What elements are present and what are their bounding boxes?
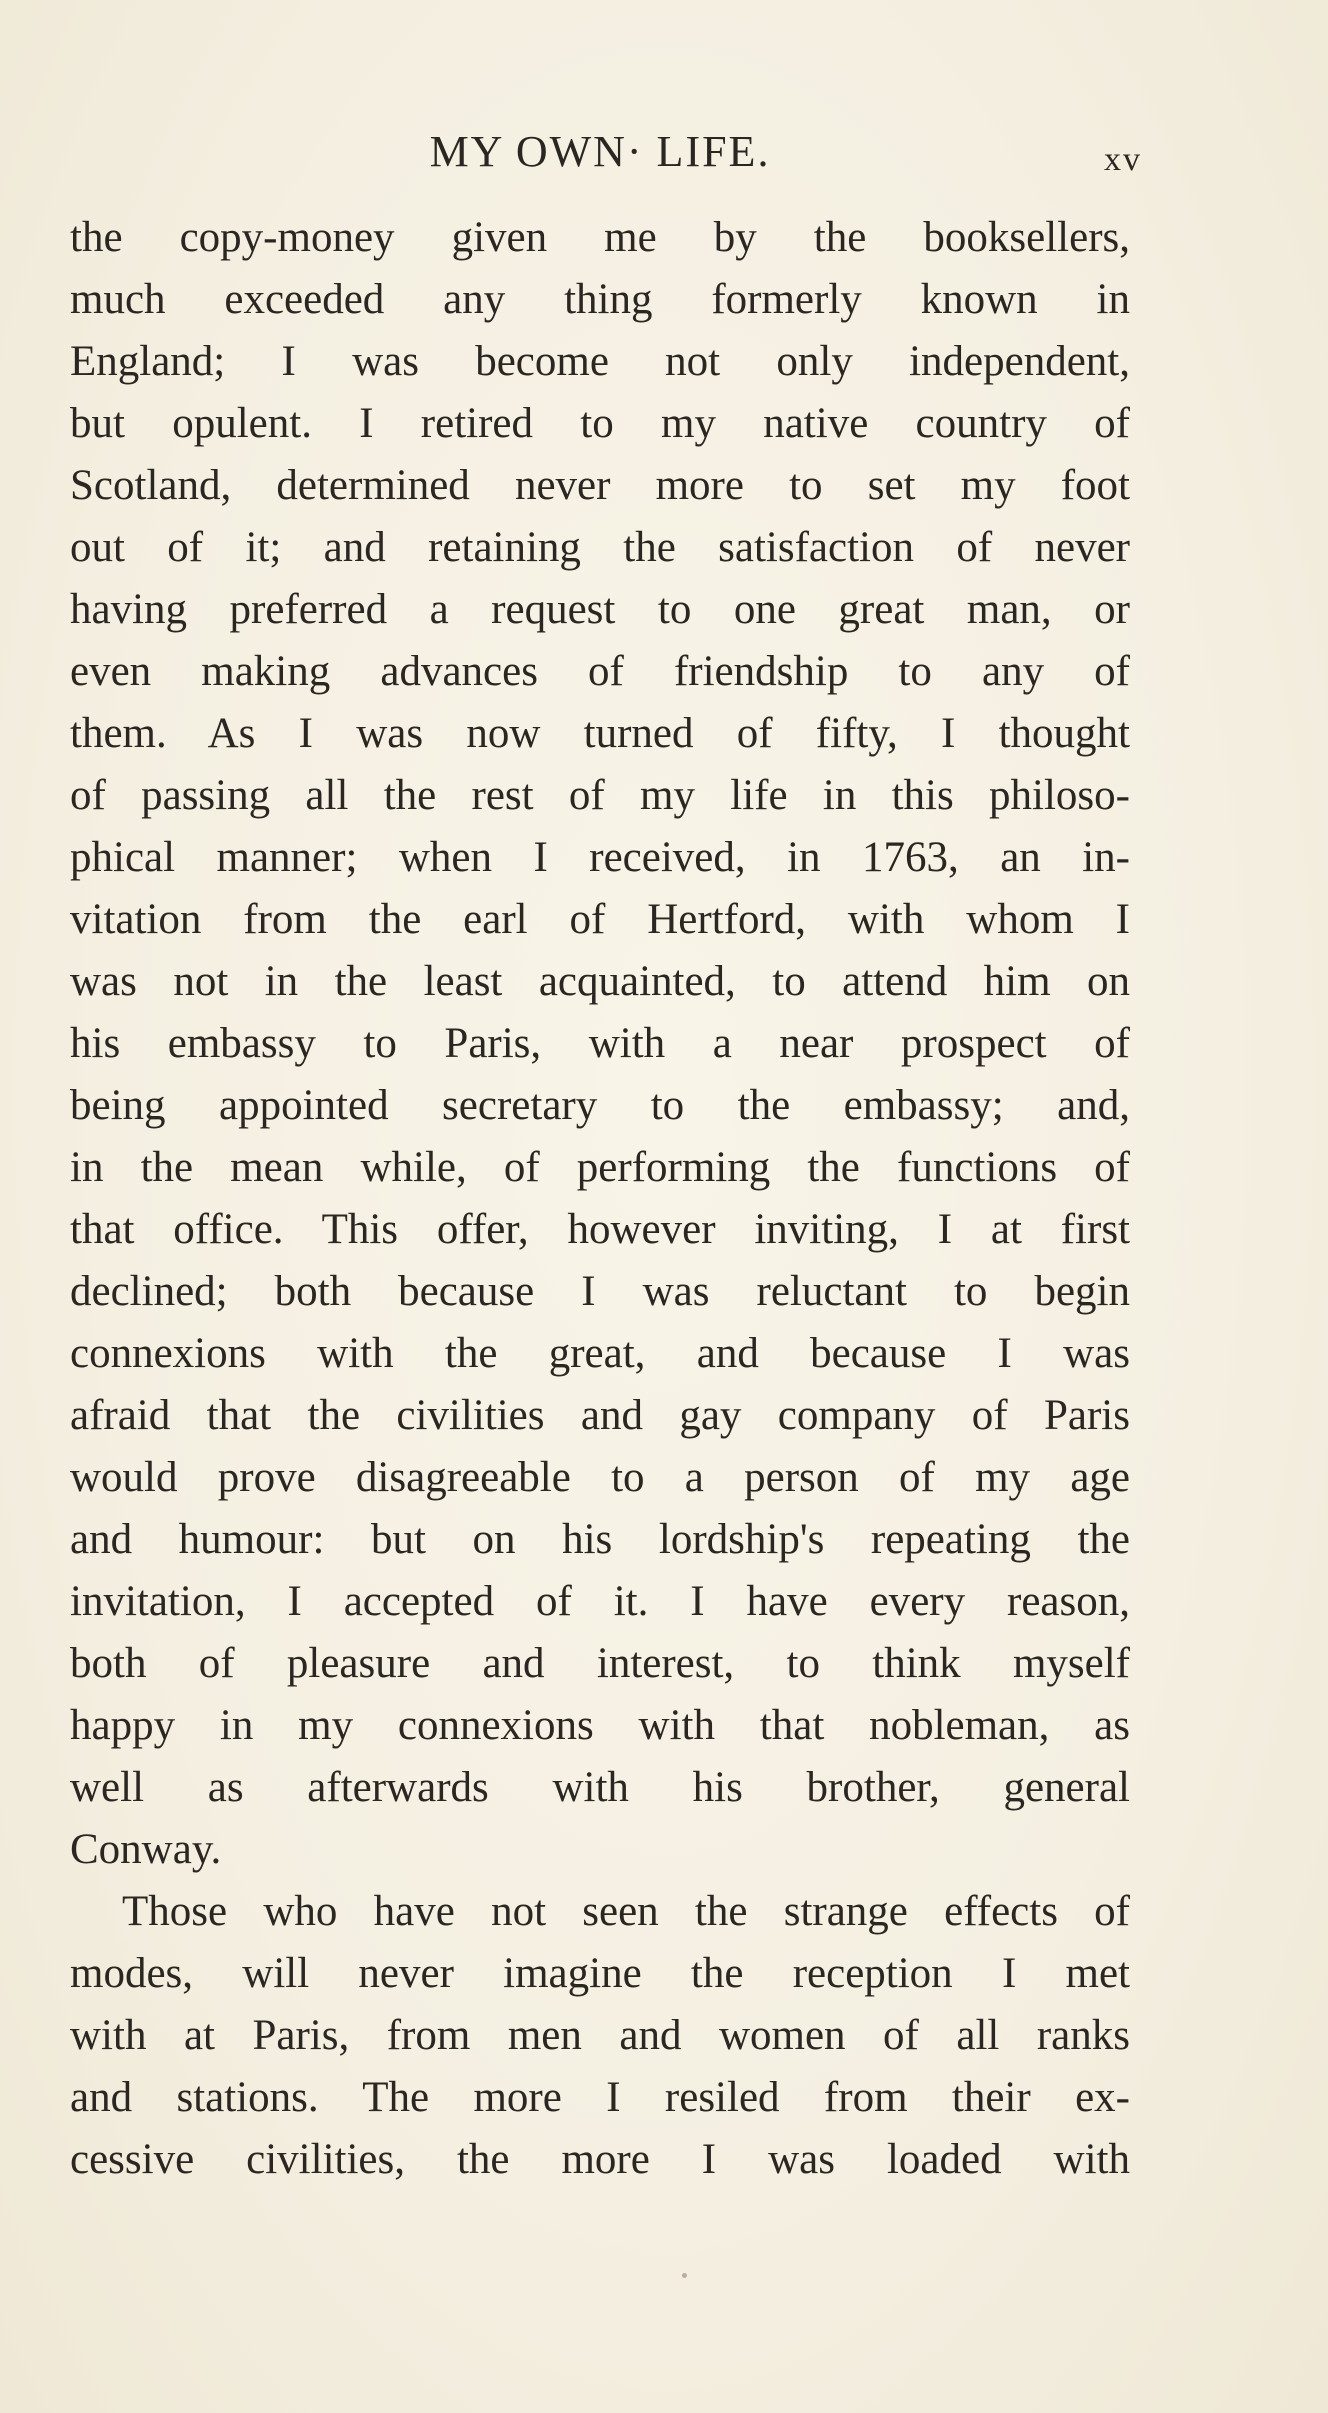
text-line: having preferred a request to one great man, or [70, 586, 1130, 633]
text-line: happy in my connexions with that nobleman, as [70, 1702, 1130, 1749]
text-line: both of pleasure and interest, to think myself [70, 1640, 1130, 1687]
text-line: was not in the least acquainted, to attend him on [70, 958, 1130, 1005]
text-line: being appointed secretary to the embassy; and, [70, 1082, 1130, 1129]
text-line: connexions with the great, and because I was [70, 1330, 1130, 1377]
running-title: MY OWN· LIFE. [429, 127, 771, 176]
text-line: phical manner; when I received, in 1763, an in- [70, 834, 1130, 881]
text-line: that office. This offer, however inviting, I at first [70, 1206, 1130, 1253]
text-line: modes, will never imagine the reception I met [70, 1950, 1130, 1997]
text-line: declined; both because I was reluctant to begin [70, 1268, 1130, 1315]
text-line: well as afterwards with his brother, general [70, 1764, 1130, 1811]
text-line: would prove disagreeable to a person of my age [70, 1454, 1130, 1501]
paper-speck [682, 2273, 687, 2278]
page-number: xv [1104, 141, 1142, 178]
text-line: of passing all the rest of my life in this philoso- [70, 772, 1130, 819]
text-line: vitation from the earl of Hertford, with whom I [70, 896, 1130, 943]
text-line: out of it; and retaining the satisfaction of never [70, 524, 1130, 571]
text-line: England; I was become not only independent, [70, 338, 1130, 385]
text-line: Those who have not seen the strange effects of [122, 1888, 1130, 1935]
text-line: afraid that the civilities and gay company of Paris [70, 1392, 1130, 1439]
text-line: his embassy to Paris, with a near prospect of [70, 1020, 1130, 1067]
body-text [70, 207, 1130, 2191]
text-line: them. As I was now turned of fifty, I thought [70, 710, 1130, 757]
text-line: much exceeded any thing formerly known in [70, 276, 1130, 323]
text-line: even making advances of friendship to any of [70, 648, 1130, 695]
text-line: the copy-money given me by the booksellers, [70, 214, 1130, 261]
text-line: and stations. The more I resiled from their ex- [70, 2074, 1130, 2121]
text-line: cessive civilities, the more I was loaded with [70, 2136, 1130, 2183]
running-head [70, 122, 1142, 182]
text-line: and humour: but on his lordship's repeating the [70, 1516, 1130, 1563]
text-line: in the mean while, of performing the functions of [70, 1144, 1130, 1191]
text-line: Scotland, determined never more to set my foot [70, 462, 1130, 509]
text-line: invitation, I accepted of it. I have every reason, [70, 1578, 1130, 1625]
text-line: but opulent. I retired to my native country of [70, 400, 1130, 447]
text-line: with at Paris, from men and women of all ranks [70, 2012, 1130, 2059]
text-line: Conway. [70, 1826, 222, 1873]
